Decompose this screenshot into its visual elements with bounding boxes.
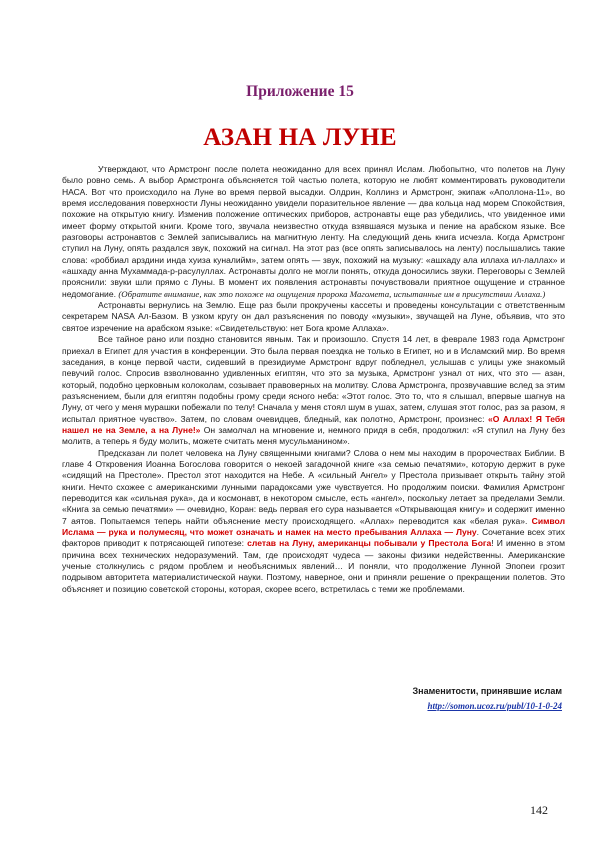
source-link[interactable]: http://somon.ucoz.ru/publ/10-1-0-24 [427,701,562,711]
paragraph-3 [62,334,565,447]
paragraph-3-text-end: Он замолчал на мгновение и, немного придя в себя, продолжил: «Я ступил на Луну без молитв, а теперь я буду молить, можете считать меня мусульманином». [62,424,565,447]
page-number: 142 [530,803,548,817]
paragraph-4 [62,448,565,595]
editor-note: (Обратите внимание, как это похоже на ощущения пророка Магомета, испытанные им в присутствии Аллаха.) [118,288,546,299]
appendix-heading: Приложение 15 [246,83,354,100]
article-body [62,164,565,595]
source-title: Знаменитости, принявшие ислам [412,686,562,696]
highlight-hypothesis: слетав на Луну, американцы побывали у Престола Бога [247,538,492,549]
page-title: АЗАН НА ЛУНЕ [203,124,397,151]
paragraph-4-text-end: ! И именно в этом причина всех технических недоразумений. Там, где происходят чудеса — законы физики недейственны. Американские ученые столкнулись с рядом проблем и необъяснимых явлений… И поняли, что продолжение Лунной Эпопеи грозит подрывом авторитета материалистической науки. Поэтому, наверное, они и приняли решение о прекращении полетов. Это объясняет и позицию советской стороны, которая, скорее всего, встретилась с теми же проблемами. [62,538,565,594]
paragraph-2 [62,300,565,334]
armstrong-quote: «О Аллах! Я Тебя нашел не на Земле, а на Луне!» [62,413,565,435]
paragraph-1 [62,164,565,300]
paragraph-3-text-start: Все тайное рано или поздно становится явным. Так и произошло. Спустя 14 лет, в феврале 1983 года Армстронг приехал в Египет для участия в конференции. Это была первая поездка не только в Египет, но и в Исламский мир. Во время заседания, в конце первой части, сидевший в президиуме Армстронг вдруг побледнел, услышав с улицы уже знакомый певучий голос. Спросив взволнованно удивленных египтян, что это за музыка, Армстронг узнал от них, что это — азан, который, подобно церковным колоколам, созывает правоверных на молитву. Слова Армстронга, прозвучавшие вслед за этим разъяснением, были для египтян подобны грому среди ясного неба: «Этот голос. Это то, что я слышал, впервые шагнув на Луну, от чего у меня мурашки побежали по телу! Сначала у меня стоял шум в ушах, затем, слушая этот голос, раз за разом, я испытал приятное чувство». Затем, по словам очевидцев, бледный, как полотно, Армстронг, произнес: [62,334,565,424]
paragraph-2-text: Астронавты вернулись на Землю. Еще раз были прокручены кассеты и проведены консультации с ответственным секретарем NASA Ал-Базом. В узком кругу он дал разъяснения по поводу «музыки», звучащей на Луне, объявив, что это святое изречение на арабском языке: «Свидетельствую: нет Бога кроме Аллаха». [62,300,565,333]
highlight-islam-symbol: Символ Ислама — рука и полумесяц, что может означать и намек на место пребывания Аллаха — Луну [62,515,565,537]
paragraph-1-text: Утверждают, что Армстронг после полета неожиданно для всех принял Ислам. Любопытно, что полетов на Луну было ровно семь. А выбор Армстронга объясняется той частью полета, которую не любят комментировать руководители НАСА. Вот что происходило на Луне во время первой высадки. Олдрин, Коллинз и Армстронг, экипаж «Аполлона-11», во время исследования поверхности Луны неожиданно увидели поразительное явление — два кольца над морем Спокойствия, похожие на открытую книгу. Изменив положение оптических приборов, астронавты еще раз убедились, что увиденное ими имеет форму открытой книги. Кроме того, звучала неизвестно откуда взявшаяся музыка и пение на арабском языке. Все разговоры астронавтов с Землей записывались на магнитную ленту. На следующий день книга исчезла. Когда Армстронг ступил на Луну, опять раздался звук, похожий на сигнал. На этот раз (все опять записывалось на ленту) послышались такие слова: «роббиал арздини инда хуиза куналийм», затем опять — звук, похожий на музыку: «ашхаду ала иллаха ил-лаллах» и «ашхаду анна Мухаммада-р-расулуллах. Астронавты долго не могли понять, откуда доносились звуки. Переговоры с Землей прояснили: звуки шли прямо с Луны. В момент их появления астронавты почувствовали приятное ощущение и странное недомогание. [62,164,565,299]
paragraph-4-text-middle: . Сочетание всех этих факторов приводит к потрясающей гипотезе: [62,527,566,549]
paragraph-4-text-start: Предсказан ли полет человека на Луну священными книгами? Слова о нем мы находим в пророчествах Библии. В главе 4 Откровения Иоанна Богослова говорится о некоей загадочной книге «за семью печатями», которую держит в руке «сидящий на Престоле». Престол этот находится на Небе. А «сильный Ангел» у Престола призывает открыть тайну этой книги. Нечто схожее с американскими лунными парадоксами уже чувствуется. Но продолжим поиски. Фамилия Армстронг переводится как «сильная рука», да и космонавт, в некотором смысле, есть «ангел», поскольку летает за пределами Земли. «Книга за семью печатями» — очевидно, Коран: ведь первая его сура называется «Открывающая книгу» и содержит именно 7 аятов. Попытаемся теперь найти объяснение месту происходящего. «Аллах» переводится как «белая рука». [62,447,565,526]
